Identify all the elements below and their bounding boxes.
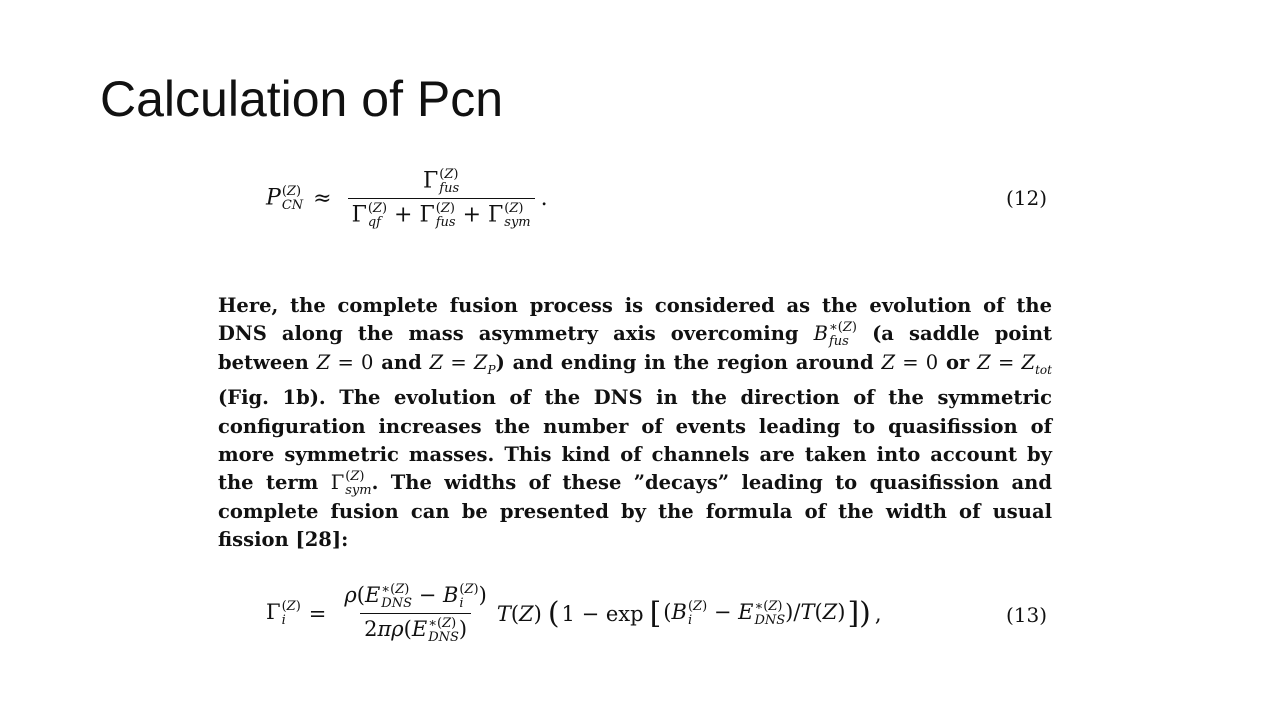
equation-13-number: (13) — [1006, 603, 1048, 627]
paragraph-text-4: ) and ending in the region around — [495, 350, 882, 374]
equation-13: Γ (Z) i = ρ(E ∗(Z) DNS − B (Z) i ) 2πρ(E ∗(Z) DNS ) T(Z) ( 1 − exp [ (B (Z) i − E ∗(Z) DNS )/T(Z) ] ) , — [266, 582, 882, 645]
paragraph-text-5: or — [938, 350, 978, 374]
paragraph-text-1: Here, the complete fusion process is considered as the evolution of the DNS along the mass asymmetry axis overcoming — [218, 294, 1052, 346]
slide-title: Calculation of Pcn — [100, 71, 504, 127]
equation-12-number: (12) — [1006, 186, 1048, 210]
paragraph-text-2: (a saddle point between — [218, 322, 1052, 374]
equation-12: P (Z) CN ≈ Γ (Z) fus Γ (Z) qf + Γ (Z) fus + Γ (Z) sym . — [266, 167, 548, 230]
paragraph-text-6: (Fig. 1b). The evolution of the DNS in the direction of the symmetric configuration increases the number of events leading to quasifission of more symmetric masses. This kind of channels are taken into account by the term — [218, 386, 1052, 495]
body-paragraph: Here, the complete fusion process is considered as the evolution of the DNS along the mass asymmetry axis overcoming B ∗(Z) fus (a saddle point between Z = 0 and $Z = Z_P$) and ending in the region around Z = 0 or $Z = Z_{tot}$ (Fig. 1b). The evolution of the DNS in the direction of the symmetric configuration increases the number of events leading to quasifission of more symmetric masses. This kind of channels are taken into account by the term Γ (Z) sym . The widths of these ”decays” leading to quasifission and complete fusion can be presented by the formula of the width of usual fission [28]: — [218, 294, 1052, 552]
paragraph-text-3: and — [373, 350, 430, 374]
paragraph-text-7: . The widths of these ”decays” leading to quasifission and complete fusion can be presented by the formula of the width of usual fission [28]: — [218, 471, 1052, 552]
